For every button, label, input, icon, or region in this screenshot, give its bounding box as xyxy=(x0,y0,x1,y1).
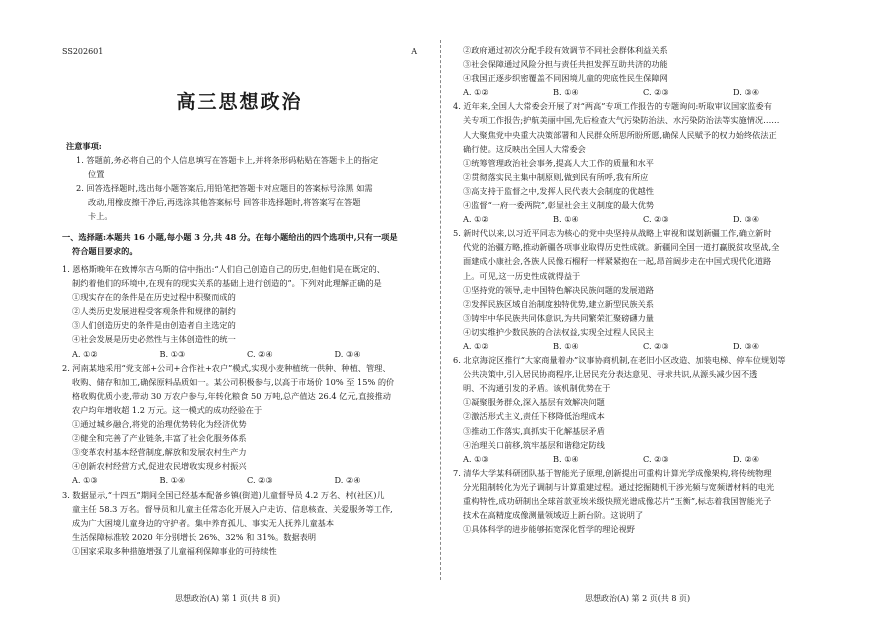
question-line: ②贯彻落实民主集中制原则,做到民有所呼,我有所应 xyxy=(463,171,649,182)
question-line: 重构特性,成功研制出全球首款亚埃米级快照光谱成像芯片“玉衡”,标志着我国智能光子 xyxy=(463,496,772,506)
answer-option: D. ②④ xyxy=(334,475,361,486)
answer-option: B. ①④ xyxy=(553,340,579,351)
question-line: ②发挥民族区域自治制度独特优势,建立新型民族关系 xyxy=(463,298,654,309)
question-line: ②人类历史发展进程受客观条件和规律的制约 xyxy=(72,306,236,317)
question-line: 分光阻制转化为光子调制与计算重建过程。通过挖掘随机干涉光频与宽频谱材料的电光 xyxy=(463,481,775,492)
question-line: ①具体科学的进步能够拓宽深化哲学的理论视野 xyxy=(463,524,635,535)
question-line: ④切实维护少数民族的合法权益,实现全过程人民民主 xyxy=(463,326,654,337)
answer-option: D. ③④ xyxy=(733,340,760,351)
notice-block xyxy=(66,139,421,224)
question-line: ②政府通过初次分配手段有效调节不同社会群体利益关系 xyxy=(463,45,668,55)
question-line: ②健全和完善了产业链条,丰富了社会化服务体系 xyxy=(72,433,247,444)
question-line: 格收购优质小麦,带动 30 万农户参与,年转化粮食 50 万吨,总产值达 26.4 亿元,直接推动 xyxy=(72,390,391,401)
answer-option: C. ②③ xyxy=(643,214,669,225)
page-divider xyxy=(440,40,442,580)
question-stem: 4. 近年来,全国人大常委会开展了对“两高”专项工作报告的专题询问:听取审议国家监委有 xyxy=(453,101,772,112)
question-stem: 1. 恩格斯晚年在致博尔吉乌斯的信中指出:“人们自己创造自己的历史,但他们是在既定的、 xyxy=(62,264,385,274)
question-line: ②激活形式主义,责任下移降低治理成本 xyxy=(463,411,605,422)
question-line: ④社会发展是历史必然性与主体创造性的统一 xyxy=(72,334,236,345)
answer-option: B. ①③ xyxy=(159,348,186,359)
paper-version: A xyxy=(411,47,417,56)
answer-options xyxy=(62,347,422,361)
question-stem: 3. 数据显示,“十四五”期间全国已经基本配备乡镇(街道)儿童督导员 4.2 万名、村(社区)儿 xyxy=(62,489,385,500)
notice-line: 2. 回答选择题时,选出每小题答案后,用铅笔把答题卡对应题目的答案标号涂黑 如需 xyxy=(76,183,373,194)
question-stem: 2. 河南某地采用“党支部+公司+合作社+农户”模式,实现小麦种植统一供种、种植、管理、 xyxy=(62,362,391,373)
question-line: ①统筹管理政治社会事务,提高人大工作的质量和水平 xyxy=(463,157,654,168)
question-line: ③高支持于监督之中,发挥人民代表大会制度的优越性 xyxy=(463,185,654,196)
question-line: 关专项工作报告;护航美丽中国,先后检查大气污染防治法、水污染防治法等实施情况…… xyxy=(463,115,780,126)
question-line: ④我国正逐步织密覆盖不同困境儿童的兜底性民生保障网 xyxy=(463,73,668,84)
question-line: ③人们创造历史的条件是由创造者自主选定的 xyxy=(72,320,236,331)
question-line: ①国家采取多种措施增强了儿童福利保障事业的可持续性 xyxy=(72,545,277,556)
answer-option: D. ③④ xyxy=(334,348,361,359)
section-heading-line: 一、选择题:本题共 16 小题,每小题 3 分,共 48 分。在每小题给出的四个选项中,只有一项是 xyxy=(62,232,398,242)
answer-option: A. ①③ xyxy=(72,475,98,486)
answer-options xyxy=(62,473,422,487)
answer-options xyxy=(453,85,835,99)
answer-option: A. ①② xyxy=(72,348,98,359)
question-line: ④创新农村经营方式,促进农民增收实现乡村振兴 xyxy=(72,461,247,472)
answer-option: C. ②③ xyxy=(247,475,273,486)
exam-code: SS202601 xyxy=(62,47,104,56)
answer-option: A. ①② xyxy=(463,340,489,351)
question-stem: 6. 北京海淀区推行“大家商量着办”议事协商机制,在老旧小区改造、加装电梯、停车位规划等 xyxy=(453,355,786,366)
question-line: ③社会保障通过风险分担与责任共担发挥互助共济的功能 xyxy=(463,59,668,70)
answer-option: D. ②④ xyxy=(733,453,760,464)
question-line: 公共决策中,引入居民协商程序,让居民充分表达意见、寻求共识,从源头减少因不透 xyxy=(463,369,758,380)
notice-line: 改动,用橡皮擦干净后,再选涂其他答案标号 回答非选择题时,将答案写在答题 xyxy=(88,197,361,208)
question-line: 人大聚焦党中央重大决策部署和人民群众所思所盼所愿,确保人民赋予的权力始终依法正 xyxy=(463,129,777,140)
question-line: 生活保障标准较 2020 年分别增长 26%、32% 和 31%。数据表明 xyxy=(72,531,317,542)
answer-option: A. ①③ xyxy=(463,453,489,464)
answer-option: B. ①④ xyxy=(553,214,579,225)
answer-options xyxy=(453,339,835,353)
question-line: 农户均年增收超 1.2 万元。这一模式的成功经验在于 xyxy=(72,404,263,415)
question-line: ③推动工作落实,真抓实干化解基层矛盾 xyxy=(463,425,605,436)
notice-line: 卡上。 xyxy=(88,211,113,222)
right-questions xyxy=(453,43,835,536)
answer-option: C. ②③ xyxy=(643,87,669,98)
answer-option: C. ②④ xyxy=(247,348,273,359)
notice-line: 位置 xyxy=(88,169,105,180)
question-line: 制约着他们的环境中,在现有的现实关系的基础上进行创造的”。下列对此理解正确的是 xyxy=(72,278,382,289)
question-line: ①凝聚服务群众,深入基层有效解决问题 xyxy=(463,397,605,408)
answer-option: D. ③④ xyxy=(733,87,760,98)
footer-right: 思想政治(A) 第 2 页(共 8 页) xyxy=(585,594,691,603)
section-heading-line: 符合题目要求的。 xyxy=(72,246,138,257)
answer-options xyxy=(453,452,835,466)
question-line: 上。可见,这一历史性成就得益于 xyxy=(463,270,581,281)
answer-option: B. ①④ xyxy=(553,87,579,98)
answer-options xyxy=(453,212,835,226)
question-line: ①通过城乡融合,将党的治理优势转化为经济优势 xyxy=(72,419,247,430)
question-line: 明、不沟通引发的矛盾。该机制优势在于 xyxy=(463,383,611,394)
notice-heading: 注意事项: xyxy=(66,141,102,151)
question-line: ④治理关口前移,筑牢基层和谐稳定防线 xyxy=(463,439,605,450)
question-line: 代党的治疆方略,推动新疆各项事业取得历史性成就。新疆同全国一道打赢脱贫攻坚战,全 xyxy=(463,242,780,253)
answer-option: B. ①④ xyxy=(159,475,186,486)
question-line: ④监督“一府一委两院”,彰显社会主义制度的最大优势 xyxy=(463,200,655,211)
question-line: 收购、储存和加工,确保原料品质如一。某公司积极参与,以高于市场价 10% 至 15% 的价 xyxy=(72,376,395,387)
question-stem: 7. 清华大学某科研团队基于智能光子原理,创新提出可重构计算光学成像架构,将传统物理 xyxy=(453,467,772,478)
page-title: 高三思想政治 xyxy=(176,91,303,113)
question-line: 确行使。这反映出全国人大常委会 xyxy=(463,143,586,154)
section-heading xyxy=(62,230,422,258)
answer-option: B. ①④ xyxy=(553,453,579,464)
question-line: ①坚持党的领导,走中国特色解决民族问题的发展道路 xyxy=(463,284,654,295)
question-line: 童主任 58.3 万名。督导员和儿童主任常态化开展入户走访、信息核查、关爱服务等工作, xyxy=(72,503,393,514)
left-questions xyxy=(62,262,422,558)
question-stem: 5. 新时代以来,以习近平同志为核心的党中央坚持从战略上审视和谋划新疆工作,确立新时 xyxy=(453,228,772,239)
answer-option: A. ①② xyxy=(463,214,489,225)
question-line: ①现实存在的条件是在历史过程中积聚而成的 xyxy=(72,292,236,303)
answer-option: C. ②③ xyxy=(643,340,669,351)
answer-option: A. ①② xyxy=(463,87,489,98)
question-line: 技术在高精度成像测量领域迈上新台阶。这说明了 xyxy=(463,510,644,521)
footer-left: 思想政治(A) 第 1 页(共 8 页) xyxy=(175,594,281,603)
question-line: ③变革农村基本经营制度,解放和发展农村生产力 xyxy=(72,447,247,458)
answer-option: D. ③④ xyxy=(733,214,760,225)
answer-option: C. ②③ xyxy=(643,453,669,464)
question-line: ③铸牢中华民族共同体意识,为共同繁荣汇聚磅礴力量 xyxy=(463,312,654,323)
question-line: 面建成小康社会,各族人民像石榴籽一样紧紧抱在一起,昂首阔步走在中国式现代化道路 xyxy=(463,256,772,267)
notice-line: 1. 答题前,务必将自己的个人信息填写在答题卡上,并将条形码粘贴在答题卡上的指定 xyxy=(76,155,379,166)
question-line: 成为广大困境儿童身边的守护者。集中养育孤儿、事实无人抚养儿童基本 xyxy=(72,517,335,528)
